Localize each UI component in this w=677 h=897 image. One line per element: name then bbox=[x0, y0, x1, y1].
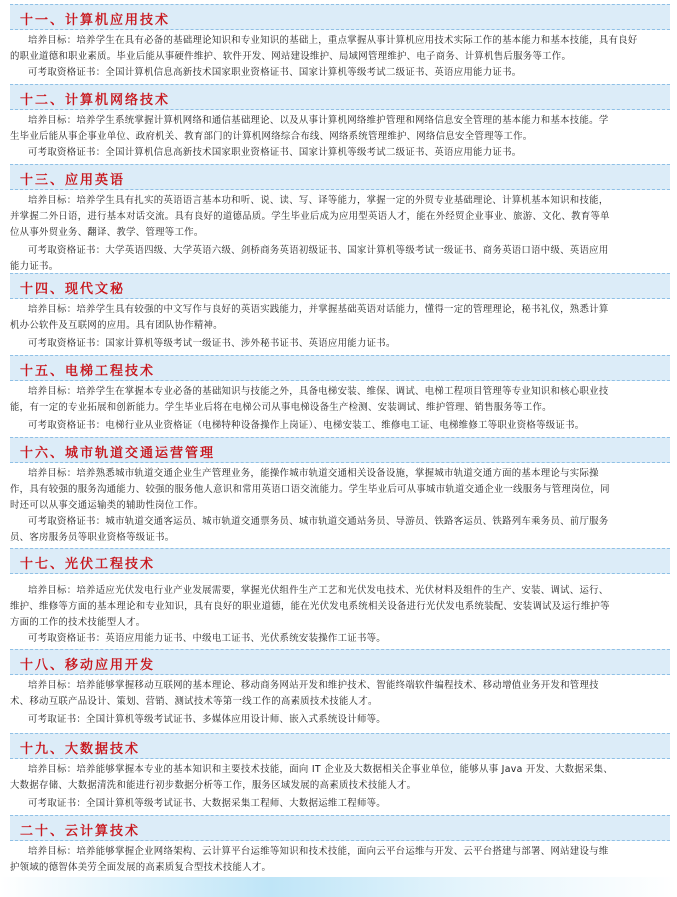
section-text-line: 作，具有较强的服务沟通能力、较强的服务他人意识和常用英语口语交流能力。学生毕业后可从事城市轨道交通企业一线服务与管理岗位，同 bbox=[10, 484, 610, 495]
section-title: 十八、移动应用开发 bbox=[20, 658, 156, 673]
section-text-line: 并掌握二外日语，进行基本对话交流。具有良好的道德品质。学生毕业后成为应用型英语人才，能在外经贸企业事业、旅游、文化、教育等单 bbox=[10, 211, 610, 222]
section-header bbox=[10, 355, 670, 381]
section-header bbox=[10, 273, 670, 299]
section-header bbox=[10, 164, 670, 190]
section-text-line: 维护、维修等方面的基本理论和专业知识，具有良好的职业道德，能在光伏发电系统相关设备进行光伏发电系统装配、安装调试及运行维护等 bbox=[10, 601, 610, 612]
section-text-line: 培养目标：培养学生在具有必备的基础理论知识和专业知识的基础上，重点掌握从事计算机应用技术实际工作的基本能力和基本技能，具有良好 bbox=[28, 35, 638, 46]
section-text-line: 生毕业后能从事企事业单位、政府机关、教育部门的计算机网络综合布线、网络系统管理维护、网络信息安全管理等工作。 bbox=[10, 131, 533, 142]
section-text-line: 可考取资格证书：全国计算机信息高新技术国家职业资格证书、国家计算机等级考试二级证书、英语应用能力证书。 bbox=[28, 147, 522, 158]
section-text-line: 时还可以从事交通运输类的辅助性岗位工作。 bbox=[10, 500, 204, 511]
section-text-line: 大数据存储、大数据清洗和能进行初步数据分析等工作，服务区域发展的高素质技术技能人才。 bbox=[10, 780, 417, 791]
section-text-line: 可考取资格证书：国家计算机等级考试一级证书、涉外秘书证书、英语应用能力证书。 bbox=[28, 338, 396, 349]
section-text-line: 机办公软件及互联网的应用。具有团队协作精神。 bbox=[10, 320, 223, 331]
section-header bbox=[10, 548, 670, 574]
section-text-line: 培养目标：培养适应光伏发电行业产业发展需要，掌握光伏组件生产工艺和光伏发电技术、光伏材料及组件的生产、安装、调试、运行、 bbox=[28, 585, 609, 596]
section-text-line: 培养目标：培养能够掌握本专业的基本知识和主要技术技能，面向 IT 企业及大数据相关企事业单位，能够从事 Java 开发、大数据采集、 bbox=[28, 764, 614, 775]
section-text-line: 可考取资格证书：城市轨道交通客运员、城市轨道交通票务员、城市轨道交通站务员、导游员、铁路客运员、铁路列车乘务员、前厅服务 bbox=[28, 516, 609, 527]
bottom-wave-decoration bbox=[0, 877, 677, 897]
section-title: 二十、云计算技术 bbox=[20, 824, 141, 839]
section-text-line: 术、移动互联产品设计、策划、营销、测试技术等第一线工作的高素质技术技能人才。 bbox=[10, 696, 378, 707]
section-header bbox=[10, 84, 670, 110]
section-header bbox=[10, 4, 670, 30]
section-text-line: 培养目标：培养学生具有较强的中文写作与良好的英语实践能力，并掌握基础英语对话能力，懂得一定的管理理论，秘书礼仪，熟悉计算 bbox=[28, 304, 609, 315]
section-text-line: 方面的工作的技术技能型人才。 bbox=[10, 617, 146, 628]
section-header bbox=[10, 649, 670, 675]
section-text-line: 可考取资格证书：大学英语四级、大学英语六级、剑桥商务英语初级证书、国家计算机等级考试一级证书、商务英语口语中级、英语应用 bbox=[28, 245, 609, 256]
section-text-line: 培养目标：培养学生在掌握本专业必备的基础知识与技能之外，具备电梯安装、维保、调试、电梯工程项目管理等专业知识和核心职业技 bbox=[28, 386, 609, 397]
section-title: 十二、计算机网络技术 bbox=[20, 93, 171, 108]
section-text-line: 能力证书。 bbox=[10, 261, 59, 272]
section-text-line: 可考取证书：全国计算机等级考试证书、大数据采集工程师、大数据运维工程师等。 bbox=[28, 798, 386, 809]
section-title: 十九、大数据技术 bbox=[20, 742, 141, 757]
section-title: 十七、光伏工程技术 bbox=[20, 557, 156, 572]
section-title: 十一、计算机应用技术 bbox=[20, 13, 171, 28]
section-title: 十三、应用英语 bbox=[20, 173, 126, 188]
section-text-line: 培养目标：培养能够掌握企业网络架构、云计算平台运维等知识和技术技能，面向云平台运维与开发、云平台搭建与部署、网站建设与维 bbox=[28, 846, 609, 857]
section-header bbox=[10, 815, 670, 841]
section-text-line: 可考取资格证书：全国计算机信息高新技术国家职业资格证书、国家计算机等级考试二级证书、英语应用能力证书。 bbox=[28, 67, 522, 78]
section-header bbox=[10, 437, 670, 463]
section-text-line: 可考取资格证书：英语应用能力证书、中级电工证书、光伏系统安装操作工证书等。 bbox=[28, 633, 386, 644]
section-text-line: 员、客房服务员等职业资格等级证书。 bbox=[10, 532, 175, 543]
section-text-line: 培养目标：培养能够掌握移动互联网的基本理论、移动商务网站开发和维护技术、智能终端软件编程技术、移动增值业务开发和管理技 bbox=[28, 680, 599, 691]
section-text-line: 的职业道德和职业素质。毕业后能从事硬件维护、软件开发、网站建设维护、局域网管理维护、电子商务、计算机售后服务等工作。 bbox=[10, 51, 572, 62]
section-text-line: 培养目标：培养学生具有扎实的英语语言基本功和听、说、读、写、译等能力，掌握一定的外贸专业基础理论、计算机基本知识和技能， bbox=[28, 195, 609, 206]
section-text-line: 能，有一定的专业拓展和创新能力。学生毕业后将在电梯公司从事电梯设备生产检测、安装调试、维护管理、销售服务等工作。 bbox=[10, 402, 552, 413]
section-text-line: 培养目标：培养熟悉城市轨道交通企业生产管理业务，能操作城市轨道交通相关设备设施，掌握城市轨道交通方面的基本理论与实际操 bbox=[28, 468, 599, 479]
section-header bbox=[10, 733, 670, 759]
section-title: 十五、电梯工程技术 bbox=[20, 364, 156, 379]
section-title: 十四、现代文秘 bbox=[20, 282, 126, 297]
section-text-line: 护领域的德智体美劳全面发展的高素质复合型技术技能人才。 bbox=[10, 862, 272, 873]
section-text-line: 培养目标：培养学生系统掌握计算机网络和通信基础理论、以及从事计算机网络维护管理和网络信息安全管理的基本能力和基本技能。学 bbox=[28, 115, 609, 126]
section-text-line: 可考取资格证书：电梯行业从业资格证（电梯特种设备操作上岗证）、电梯安装工、维修电工证、电梯维修工等职业资格等级证书。 bbox=[28, 420, 585, 431]
section-text-line: 位从事外贸业务、翻译、教学、管理等工作。 bbox=[10, 227, 204, 238]
section-text-line: 可考取证书：全国计算机等级考试证书、多媒体应用设计师、嵌入式系统设计师等。 bbox=[28, 714, 386, 725]
section-title: 十六、城市轨道交通运营管理 bbox=[20, 446, 216, 461]
